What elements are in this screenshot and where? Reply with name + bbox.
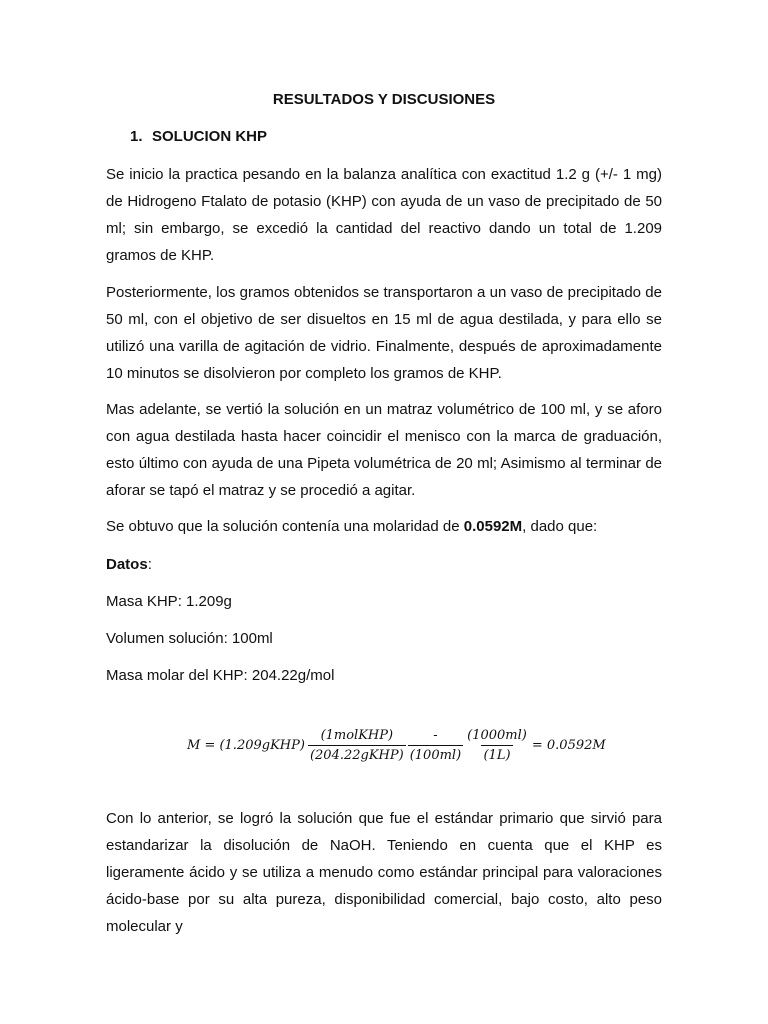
- datos-masa: Masa KHP: 1.209g: [106, 593, 232, 610]
- paragraph-volumetric-flask: Mas adelante, se vertió la solución en un matraz volumétrico de 100 ml, y se aforo con agua destilada hasta hacer coincidir el menisco con la marca de graduación, esto último con ayuda de una Pipeta volumétrica de 20 ml; Asimismo al terminar de aforar se tapó el matraz y se procedió a agitar.: [106, 401, 662, 499]
- datos-colon: :: [147, 556, 152, 573]
- page-title: RESULTADOS Y DISCUSIONES: [272, 91, 496, 108]
- fraction-2-denominator: (100ml): [408, 745, 463, 763]
- equation-lhs: M = (1.209gKHP): [187, 738, 305, 753]
- datos-masa-molar: Masa molar del KHP: 204.22g/mol: [106, 667, 335, 684]
- fraction-per-volume: [408, 728, 463, 763]
- molarity-equation: [185, 728, 608, 763]
- section-label: SOLUCION KHP: [152, 128, 268, 145]
- fraction-1-denominator: (204.22gKHP): [308, 745, 406, 763]
- fraction-3-denominator: (1L): [481, 745, 512, 763]
- fraction-ml-per-liter: [465, 728, 529, 763]
- fraction-2-numerator: -: [433, 728, 438, 743]
- datos-label: Datos: [106, 556, 148, 573]
- fraction-1-numerator: (1molKHP): [320, 728, 394, 743]
- section-number: 1.: [130, 128, 143, 145]
- paragraph-weighing: Se inicio la practica pesando en la balanza analítica con exactitud 1.2 g (+/- 1 mg) de Hidrogeno Ftalato de potasio (KHP) con ayuda de un vaso de precipitado de 50 ml; sin embargo, se excedió la cantidad del reactivo dando un total de 1.209 gramos de KHP.: [106, 166, 662, 264]
- equation-rhs: = 0.0592M: [531, 738, 606, 753]
- molarity-text-after: , dado que:: [522, 518, 598, 535]
- molarity-statement: [106, 518, 597, 535]
- fraction-moles-per-gram: [308, 728, 406, 763]
- datos-volumen: Volumen solución: 100ml: [106, 630, 273, 647]
- fraction-3-numerator: (1000ml): [467, 728, 527, 743]
- paragraph-dissolution: Posteriormente, los gramos obtenidos se transportaron a un vaso de precipitado de 50 ml, con el objetivo de ser disueltos en 15 ml de agua destilada, y para ello se utilizó una varilla de agitación de vidrio. Finalmente, después de aproximadamente 10 minutos se disolvieron por completo los gramos de KHP.: [106, 284, 662, 382]
- datos-heading: [106, 556, 152, 573]
- molarity-value: 0.0592M: [463, 518, 523, 535]
- molarity-text-before: Se obtuvo que la solución contenía una molaridad de: [106, 518, 464, 535]
- paragraph-conclusion: Con lo anterior, se logró la solución que fue el estándar primario que sirvió para estandarizar la disolución de NaOH. Teniendo en cuenta que el KHP es ligeramente ácido y se utiliza a menudo como estándar principal para valoraciones ácido-base por su alta pureza, disponibilidad comercial, bajo costo, alto peso molecular y: [106, 810, 662, 935]
